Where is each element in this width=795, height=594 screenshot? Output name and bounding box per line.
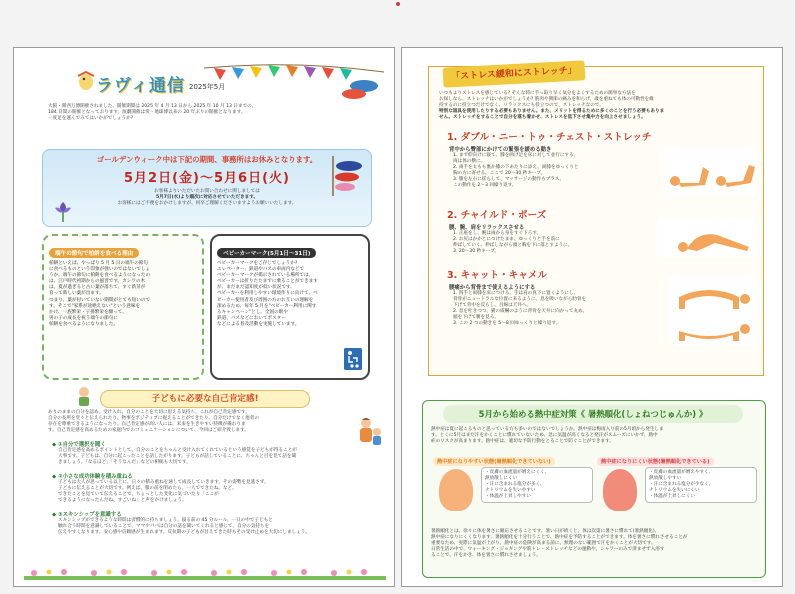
text-line: 柏餅といえば、やっぱり 5 月 5 日の端午の節句 [49,261,148,266]
text-line: 伸ばしていく。伸ばしながら頭と胸を下に落とすように。 [453,243,573,249]
point2-title: ◆ ②小さな成功体験を積み重ねる [52,474,133,480]
text-line: いつもよりストレスを感じている? そんな時に手っ取り早く気分をよくするための簡単な方法を [439,91,636,96]
newsletter-logo: ラヴィ通信 [96,76,185,96]
text-line: できるようになったんだね、すごいね」と声をかけましょう。 [58,498,187,504]
list-item: ・体温が上昇しにくい [649,494,695,500]
kashiwa-mochi-title: 端午の節句で柏餅を食べる理由 [49,248,139,258]
list-item: ナトリウムを失いやすい [485,488,536,494]
resistant-label: 熱中症になりにくい状態(暑熱順化できている) [597,457,714,466]
stroller-icon [344,348,362,370]
text-line: お探しなら、ストレッチはいかがでしょうか? 筋肉や関節の痛みを和らげ、歳を重ねても体の可動性を維 [439,97,654,103]
bird-icon [76,70,96,92]
list-item: ・皮膚の血流量が増えにくく、 [485,470,550,475]
text-line: ベビーカーマークをご存じでしょうか? [217,261,298,266]
exercise2-steps [453,231,653,255]
susceptible-list [481,467,593,503]
text-line: 3. 20～30 秒キープ。 [453,249,499,255]
text-line: は、江戸時代初期からの風習です。カシワの木 [49,279,146,285]
text-line: ベビーカーは折りたたまずに乗ることができます [217,279,318,285]
exercise1-subtitle: 背中から臀部にかけての緊張を緩める動き [449,147,552,153]
page-right [401,47,783,587]
text-line: 男の子の成長を祝う端午の節句に [49,315,118,321]
text-line: 背骨がニュートラルな位置に来るように。息を吸いながら肋骨を [453,297,587,303]
text-line: せん。ストレッチをすることで自分を落ち着かせ、ストレスを低下させ集中力を向上させましょう。 [439,115,646,121]
text-line: ることで、汗をかき、体を暑さに慣れさせましょう。 [431,553,541,559]
intro-text [48,104,348,122]
text-line: 2. お尻はかかとにつけたまま、ゆっくりと手を前に [453,237,560,243]
text-line: 鉄道、バスなどにおいてポスター [217,315,286,321]
text-line: 胸の方に寄せる。ここで 20～30 秒キープ。 [453,171,546,177]
point3-text [58,518,358,536]
text-line: 下げて背中を反らし、目線は天井へ。 [453,303,532,309]
kashiwa-mochi-text [49,261,197,328]
list-item: 熱放散しやすい [649,476,682,482]
text-line: は、夏が過ぎると古い葉が落ちて、すぐ新芽が [49,285,146,291]
text-line: が、まだまだ認知度が低い状況です。 [217,285,295,291]
holiday-note-line: お客様にはご不便をおかけしますが、何卒ご理解くださいますようお願いいたします。 [117,201,297,207]
list-item: ・汗に含まれる塩分が少なく、 [649,482,714,488]
list-item: ナトリウムを失いにくい [649,488,700,494]
stretch-section [428,66,764,376]
koinobori-icon [329,156,365,196]
text-line: 重要なため、実際に気温が上がり、熱中症の危険が高まる前に、無理のない範囲で汗をかくことが大切です。 [431,541,656,547]
child-icon [74,386,94,408]
text-line: 日常生活の中で、ウォーキング・ジョギングや筋トレ・ストレッチなどの運動や、シャワーのみで済ませず入浴す [431,547,665,553]
text-line: 暑熱順化とは、徐々に体を暑さに順応させることです。暑い日が続くと、体は次第に暑さに慣れて(暑熱順化)、 [431,529,660,534]
page-marker [396,2,400,6]
self-esteem-title: 子どもに必要な自己肯定感! [100,390,310,408]
text-line: 1. まず仰向けに寝て、膝を曲げ足を床に対して並行にする。 [453,153,579,158]
text-line: 深めるため、毎年 5 月を"ベビーカー利用に関す [217,303,317,309]
text-line: 熱中症になりにくくなります。暑熱順化を十分行うことで、熱中症を予防することができます。体を暑さに慣れさせることが [431,535,688,541]
exercise2-title: 2. チャイルド・ポーズ [447,210,547,221]
page-left [13,47,395,587]
text-line: す。とくに5月はまだ汗をかくことに慣れていないため、急に気温が高くなると発汗がスムーズにいかず、熱中 [431,433,658,439]
text-line: ありのままの自分を認め、受け入れ、自分のことを大切に思える気持ち。これが自己肯定感です。 [48,410,250,415]
list-item: 熱放散しにくい [485,476,518,482]
list-item: ・皮膚の血流量が増えやすく、 [649,470,714,475]
text-line: 3. 膝を左右に揺らして、マッサージの動作もプラス。 [453,177,565,183]
text-line: かけ、一族繁栄・子孫繁栄を願って、 [49,309,127,315]
text-line: す。自己肯定感を高めるための家庭内でのコミュニケーションについて、今回はご紹介致します。 [48,428,249,434]
text-line: す。そこで"家系が途絶えない"という意味を [49,303,141,309]
hot-head-icon [439,469,473,511]
text-line: ビーカー使用者及び周囲の方のお互いの理解を [217,297,314,303]
text-line: などによる普及活動を実施しています。 [217,321,300,327]
point3-title: ◆ ③スキンシップを意識する [52,512,122,518]
text-line: 3. この 2 つの動きを 5～8 回ゆっくりと繰り返す。 [453,321,561,327]
text-line: るキャンペーン"とし、全国の駅や [217,309,288,315]
text-line: 2. 両手を太もも裏か膝の下あたりに添え、両膝をゆっくりと [453,165,579,171]
knee-to-chest-illustration [665,147,757,195]
list-item: ・汗に含まれる塩分が多く、 [485,482,545,488]
text-line: 症のリスクが高まります。熱中症は、適切な予防行動をとることで防ぐことができます。 [431,439,614,445]
susceptible-label: 熱中症になりやすい状態(暑熱順化できていない) [433,457,555,466]
text-line: 自己肯定感を高めるポイントとして、自分のことをちゃんと受け入れてくれているという感覚を子どもが得ることが [58,448,297,453]
self-esteem-intro [48,410,348,434]
text-line: 子どもに伝えることが大切です。例えば、服の前を閉めたら、一人でできたね、など。 [58,486,237,492]
text-line: 持するのに役立つだけでなく、リラックスにも役立つので、ストレッチなので。 [439,103,604,109]
text-line: うか。端午の節句に柏餅を食べるようになったの [49,273,151,279]
heatstroke-title: 5月から始める熱中症対策《 暑熱順化(しょねつじゅんか) 》 [443,405,743,423]
point2-text [58,480,358,504]
text-line: 触れ合う時間を意識していることで、ママやパパは自分の話を聞いてくれると感じて、自分の気持ちを [58,524,270,530]
text-line: この動作を 2～3 回繰り返す。 [453,183,517,189]
text-line: できたことを見ていて伝えることで、ちょっとした変化に気づいたり「ここが [58,492,219,498]
text-line: 1. 四手と両膝を床につける。手は肩の真下に置くようにし、 [453,291,579,296]
cat-camel-illustration [669,275,757,345]
parent-child-icon [356,416,384,448]
stretch-intro [439,91,757,121]
text-line: 特別な道具を使用したりする必要もありません。また、メリットを得るために多くのことを行う必要もありま [439,109,665,115]
text-line: 両は体の横に。 [453,159,486,165]
flower-border-icon [24,566,386,580]
text-line: 2. 息を吐きつつ、猫の威嚇のように背骨を天井に向かって丸め、 [453,309,588,315]
exercise2-subtitle: 腰、腕、肩をリラックスさせる [449,225,525,231]
exercise1-steps [453,153,653,190]
iris-flower-icon [51,200,75,222]
resistant-list [645,467,757,503]
exercise3-steps [453,291,667,328]
text-line: ベビーカーマークが掲示されている場所では、 [217,273,314,279]
text-line: 1. 正座をし、腕は両から身をすぐ下ろす。 [453,231,542,236]
holiday-note [43,189,371,207]
text-line: 自分の長所を堂々と伝えられたり、物事をポジティブに捉えることができたり、自分だけでなく他者の [48,416,259,422]
text-line: 伝えやすくなります。安心感や信頼感が生まれます。反抗期の子どもが甘えてきた時もその受け止めを大切にしましょう。 [58,530,310,536]
holiday-dates: 5月2日(金)～5月6日(火) [124,171,290,186]
stretch-title: 「ストレス緩和にストレッチ」 [443,60,586,87]
issue-date: 2025年5月 [188,83,226,91]
holiday-title: ゴールデンウィーク中は下記の期間、事務所はお休みとなります。 [96,155,318,164]
baby-car-mark-title: ベビーカーマーク(5月1日～31日) [217,248,316,258]
cool-head-icon [603,469,637,511]
text-line: エレベーター、鉄道やバスの車両内などで [217,267,305,273]
text-line: きましょう。「なるほど」「そうなんだ」などの相槌も大切です。 [58,460,191,466]
baby-car-mark-box [210,234,370,380]
exercise1-title: 1. ダブル・ニー・トゥ・チェスト・ストレッチ [447,132,652,143]
holiday-note-line: 5月7日(水)より順次に対応させていただきます。 [155,195,259,201]
holiday-notice [42,149,372,227]
heatstroke-outro [431,529,759,559]
heatstroke-intro [431,427,759,445]
child-pose-illustration [657,217,757,257]
intro-line: 184 日間の開催となっております。演劇開催は愛・地球博以来の 20 年ぶりの開催となります。 [48,110,246,116]
point1-text [58,448,358,466]
text-line: スキンシップができるような時間は習慣的に持ちましょう。寝る前の 45 分ルール、一日の中で子どもと [58,518,273,523]
heat-comparison [433,457,757,527]
text-line: 柏餅を食べるようになりました。 [49,321,118,327]
text-line: 子どもは大人が思っている以上に、日々の積み重ねを通して成長していきます。その姿勢を見逃さず、 [58,480,269,485]
list-item: ・体温が上昇しやすい [485,494,531,500]
heatstroke-section [422,400,766,578]
text-line: 存在を尊重できるようになったり。自己肯定感が高い人には、未来を生きやすい特徴が備わりま [48,422,246,428]
carp-streamer-icon [204,62,384,100]
text-line: ベビーカーを利用しやすい環境作りに向けて、ベ [217,291,318,297]
baby-car-mark-text [217,261,363,328]
text-line: に食べるものという印象が強いのではないでしょ [49,267,151,273]
text-line: 育って新しい葉が出ます。 [49,291,104,297]
exercise3-subtitle: 腰痛から背骨まで使えるようにする [449,285,536,291]
intro-line: 大阪・関西万博開催されました。開催期間は 2025 年 4 月 13 日から 2025 年 10 月 13 日までの、 [48,104,257,109]
text-line: つまり、葉が付いていない期間がとても短いので [49,297,151,303]
text-line: 大事です。子どもは、自分に起こったことを話したがります。子どもが話していることに、ちゃんと目を見て話を聞 [58,454,297,460]
text-line: 頭を下げて臍を見る。 [453,315,499,321]
holiday-note-line: お客様よりいただいたお問い合わせに関しましては [154,189,260,194]
exercise3-title: 3. キャット・キャメル [447,270,548,281]
text-line: 熱中症は夏に起こるものと思っている方も多いのではないでしょうか。熱中症は梅雨入り前の5月頃から発生しま [431,427,664,432]
point1-title: ◆ ①自分で選択を聞く [52,442,106,448]
intro-line: 一度足を運んでみてはいかがでしょうか? [48,116,134,122]
kashiwa-mochi-box [42,234,204,380]
